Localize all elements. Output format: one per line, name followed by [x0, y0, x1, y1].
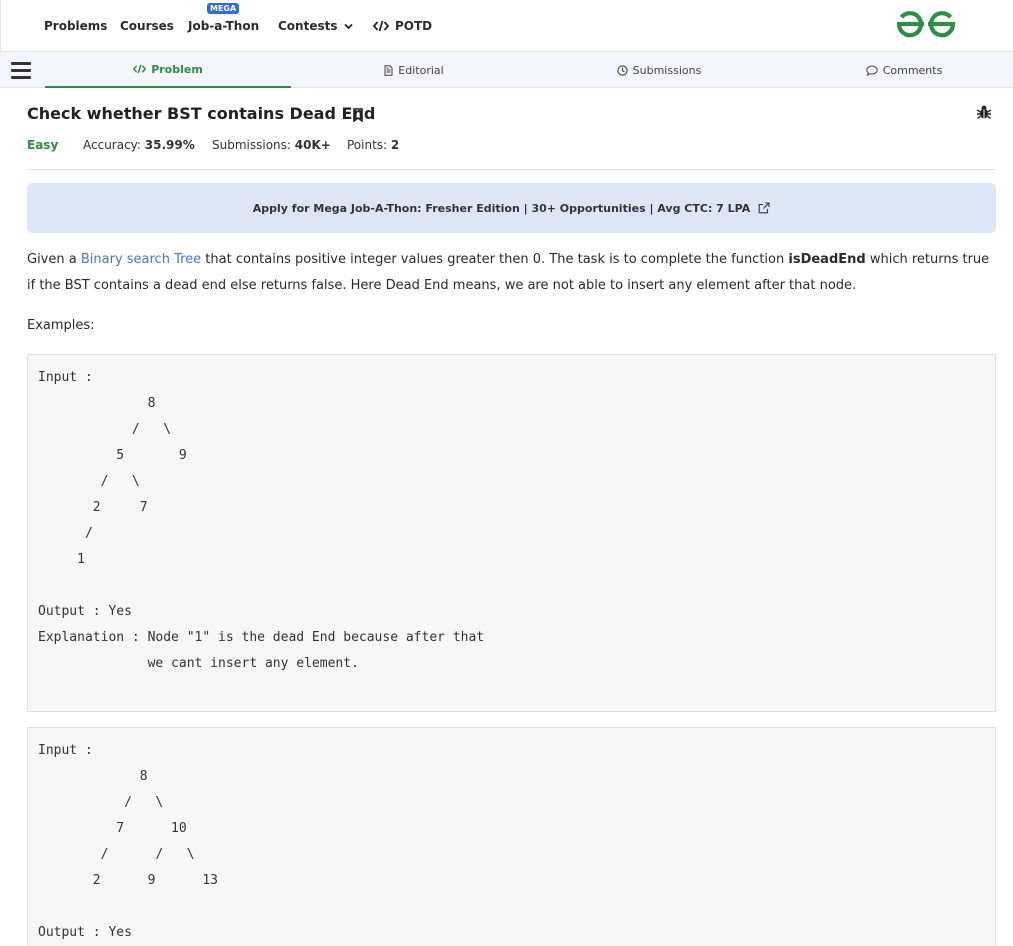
tab-editorial-label: Editorial	[398, 63, 444, 77]
tab-submissions-label: Submissions	[632, 63, 702, 77]
job-a-thon-banner[interactable]	[27, 183, 996, 233]
code-icon	[373, 20, 389, 32]
nav-courses[interactable]: Courses	[120, 19, 174, 33]
problem-title: Check whether BST contains Dead End	[27, 104, 376, 123]
function-name: isDeadEnd	[788, 252, 866, 267]
difficulty-label: Easy	[27, 138, 59, 152]
tab-problem-label: Problem	[151, 62, 203, 76]
points	[347, 138, 399, 152]
desc-part-2: that contains positive integer values greater then 0. The task is to complete the function	[201, 252, 789, 267]
tab-comments-label: Comments	[882, 63, 943, 77]
problem-description	[27, 247, 996, 299]
chevron-down-icon	[344, 23, 353, 30]
example-box	[27, 354, 996, 712]
clock-icon	[617, 65, 628, 76]
tab-strip	[0, 52, 1013, 88]
nav-potd-label: POTD	[395, 19, 433, 33]
document-icon	[384, 65, 393, 76]
points-value: 2	[390, 138, 400, 152]
mega-badge: MEGA	[207, 3, 239, 14]
tab-problem[interactable]	[45, 52, 291, 88]
divider	[27, 169, 996, 170]
submissions-label: Submissions:	[212, 138, 291, 152]
tab-comments[interactable]	[781, 52, 1013, 88]
accuracy-value: 35.99%	[144, 138, 195, 152]
banner-text: Apply for Mega Job-A-Thon: Fresher Edition | 30+ Opportunities | Avg CTC: 7 LPA	[252, 201, 751, 215]
top-navbar	[0, 0, 1013, 52]
menu-icon[interactable]	[11, 62, 31, 80]
tab-editorial[interactable]	[291, 52, 537, 88]
tab-submissions[interactable]	[536, 52, 782, 88]
example-box	[27, 727, 996, 946]
bookmark-icon[interactable]	[352, 108, 364, 122]
examples-heading: Examples:	[27, 318, 95, 333]
accuracy-label: Accuracy:	[83, 138, 141, 152]
nav-job-a-thon[interactable]: Job-a-Thon	[188, 19, 260, 33]
submissions-value: 40K+	[294, 138, 331, 152]
desc-part-3: which returns true if the BST contains a dead end else returns false. Here Dead End means, we are not able to insert any element after that node.	[27, 252, 990, 293]
nav-contests-label: Contests	[278, 19, 338, 33]
external-link-icon	[758, 202, 770, 214]
points-label: Points:	[347, 138, 388, 152]
gfg-logo-icon[interactable]	[895, 10, 957, 40]
submissions-count	[212, 138, 331, 152]
accuracy	[83, 138, 195, 152]
code-icon	[133, 64, 146, 74]
desc-part-1: Given a	[27, 252, 81, 267]
bug-report-icon[interactable]	[976, 104, 992, 120]
example-code: Input : 8 / \ 5 9 / \ 2 7 / 1 Output : Yes Explanation : Node "1" is the dead End because after that we cant insert any element.	[38, 370, 485, 671]
nav-problems[interactable]: Problems	[44, 19, 108, 33]
example-code: Input : 8 / \ 7 10 / / \ 2 9 13 Output : Yes	[38, 743, 219, 940]
nav-potd[interactable]	[373, 19, 432, 33]
nav-contests[interactable]	[278, 19, 353, 33]
comment-icon	[866, 65, 878, 76]
bst-link[interactable]: Binary search Tree	[80, 252, 202, 267]
